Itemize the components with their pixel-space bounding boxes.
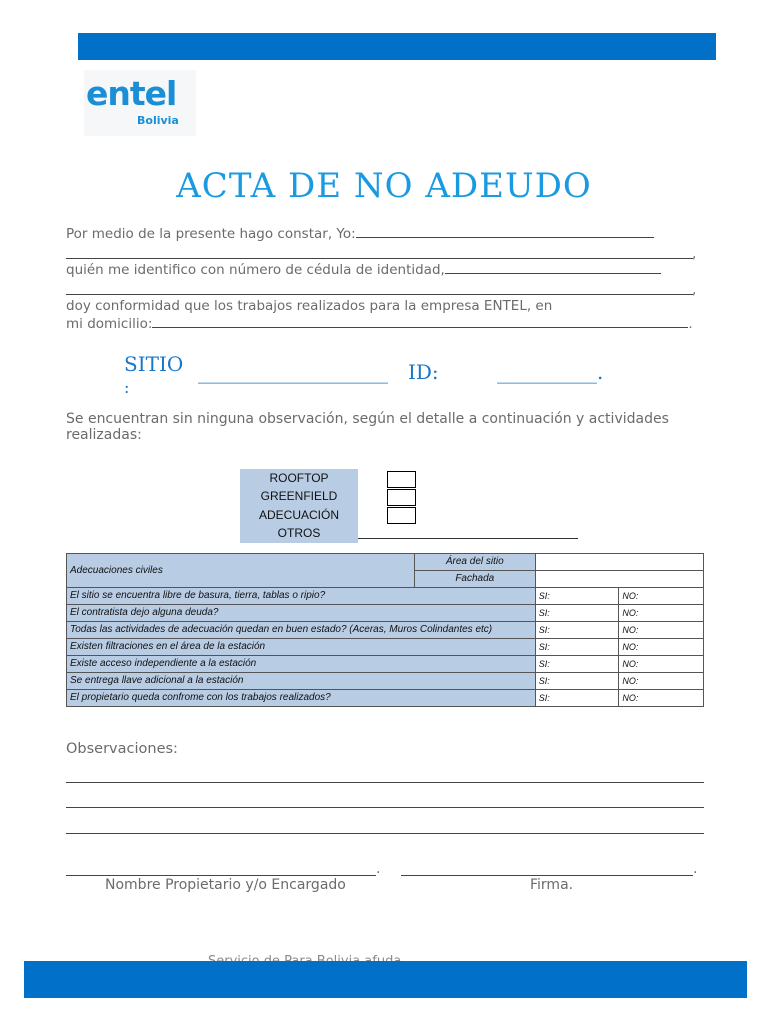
no-cell[interactable]: NO: (619, 588, 704, 605)
intro-text-domicilio: mi domicilio: (66, 316, 153, 332)
header-area-sitio: Área del sitio (414, 554, 535, 571)
header-fachada: Fachada (414, 571, 535, 588)
id-label: ID: (408, 360, 439, 384)
observations-line-1[interactable] (66, 769, 704, 783)
owner-line-end: . (376, 861, 381, 877)
id-blank[interactable]: __________. (497, 360, 604, 384)
table-row (67, 622, 704, 639)
no-cell[interactable]: NO: (619, 605, 704, 622)
yes-cell[interactable]: SI: (535, 605, 619, 622)
intro-line-6 (66, 316, 693, 332)
signature-label: Firma. (530, 877, 574, 893)
ci-continuation-line[interactable] (66, 280, 693, 295)
question-cell: Existen filtraciones en el área de la estación (67, 639, 536, 656)
header-bar (78, 33, 716, 60)
logo-country: Bolivia (137, 114, 179, 127)
signature-line[interactable] (401, 862, 693, 876)
intro-text-yo: Por medio de la presente hago constar, Yo: (66, 226, 356, 242)
entel-logo (84, 70, 196, 136)
rooftop-checkbox[interactable] (387, 471, 416, 488)
question-cell: Existe acceso independiente a la estación (67, 656, 536, 673)
adecuacion-checkbox[interactable] (387, 507, 416, 524)
ci-blank[interactable] (445, 262, 661, 274)
intro-text-ci: quién me identifico con número de cédula de identidad, (66, 262, 445, 278)
area-sitio-field[interactable] (535, 554, 703, 571)
observations-line-2[interactable] (66, 794, 704, 808)
no-cell[interactable]: NO: (619, 690, 704, 707)
intro-line-4-end: , (692, 282, 697, 298)
signature-line-end: . (693, 861, 698, 877)
table-row (67, 588, 704, 605)
yes-cell[interactable]: SI: (535, 588, 619, 605)
header-adecuaciones: Adecuaciones civiles (67, 554, 415, 588)
sitio-label: SITIO (124, 352, 184, 376)
detail-text: Se encuentran sin ninguna observación, según el detalle a continuación y actividades realizadas: (66, 411, 669, 443)
owner-name-label: Nombre Propietario y/o Encargado (105, 877, 346, 893)
yes-cell[interactable]: SI: (535, 673, 619, 690)
no-cell[interactable]: NO: (619, 673, 704, 690)
category-adecuacion: ADECUACIÓN (258, 508, 339, 522)
question-cell: El propietario queda confrome con los trabajos realizados? (67, 690, 536, 707)
owner-name-line[interactable] (66, 862, 376, 876)
otros-blank[interactable] (358, 538, 578, 539)
question-cell: El contratista dejo alguna deuda? (67, 605, 536, 622)
table-row (67, 605, 704, 622)
yes-cell[interactable]: SI: (535, 639, 619, 656)
name-continuation-line[interactable] (66, 244, 693, 259)
no-cell[interactable]: NO: (619, 656, 704, 673)
sitio-blank[interactable]: ___________________ (198, 360, 388, 384)
observations-line-3[interactable] (66, 820, 704, 834)
sitio-colon: : (124, 378, 130, 397)
table-row (67, 656, 704, 673)
question-cell: El sitio se encuentra libre de basura, tierra, tablas o ripio? (67, 588, 536, 605)
table-row (67, 673, 704, 690)
yes-cell[interactable]: SI: (535, 656, 619, 673)
no-cell[interactable]: NO: (619, 639, 704, 656)
domicilio-blank[interactable] (152, 316, 688, 328)
intro-line-5: doy conformidad que los trabajos realizados para la empresa ENTEL, en (66, 298, 553, 314)
no-cell[interactable]: NO: (619, 622, 704, 639)
category-rooftop: ROOFTOP (269, 471, 329, 485)
question-cell: Se entrega llave adicional a la estación (67, 673, 536, 690)
name-blank[interactable] (356, 226, 654, 238)
intro-line-1 (66, 226, 654, 242)
yes-cell[interactable]: SI: (535, 622, 619, 639)
logo-wordmark: entel (86, 74, 177, 113)
checklist-table (66, 553, 704, 707)
greenfield-checkbox[interactable] (387, 489, 416, 506)
site-type-box (240, 469, 358, 543)
fachada-field[interactable] (535, 571, 703, 588)
table-row (67, 690, 704, 707)
category-greenfield: GREENFIELD (260, 489, 338, 503)
category-otros: OTROS (277, 526, 321, 540)
question-cell: Todas las actividades de adecuación quedan en buen estado? (Aceras, Muros Colindantes etc) (67, 622, 536, 639)
yes-cell[interactable]: SI: (535, 690, 619, 707)
observations-label: Observaciones: (66, 741, 178, 757)
table-row (67, 639, 704, 656)
document-title: ACTA DE NO ADEUDO (176, 166, 592, 206)
intro-line-2-end: , (692, 246, 697, 262)
footer-bar (24, 961, 747, 998)
intro-line-6-end: . (688, 316, 693, 332)
intro-line-3 (66, 262, 661, 278)
